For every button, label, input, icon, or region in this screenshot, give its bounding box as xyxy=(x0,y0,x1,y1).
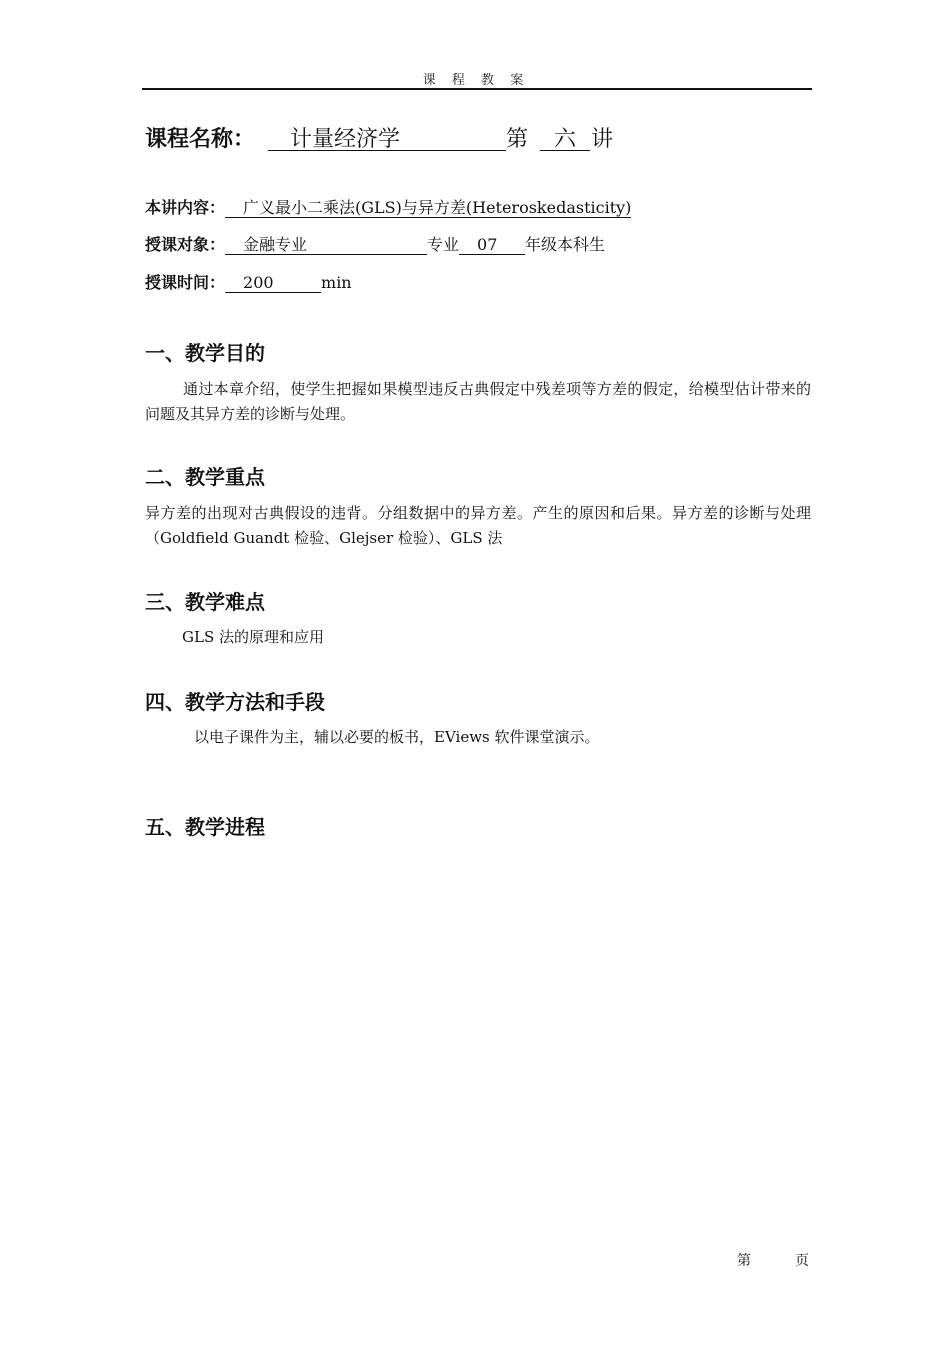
time-unit: min xyxy=(321,273,352,292)
audience-major: 金融专业 xyxy=(225,236,427,255)
section-heading: 二、教学重点 xyxy=(145,465,265,489)
course-name-value: 计量经济学 xyxy=(290,127,401,152)
course-name-label: 课程名称： xyxy=(145,127,256,152)
audience-label: 授课对象： xyxy=(145,235,226,254)
section-heading: 四、教学方法和手段 xyxy=(145,690,325,714)
lecture-suffix: 讲 xyxy=(591,127,614,152)
section-body: 异方差的出现对古典假设的违背。分组数据中的异方差。产生的原因和后果。异方差的诊断与处理（Goldfield Guandt 检验、Glejser 检验）、GLS 法 xyxy=(145,504,811,547)
time-label: 授课时间： xyxy=(145,273,226,292)
header-divider xyxy=(142,88,812,90)
section-body: 以电子课件为主，辅以必要的板书，EViews 软件课堂演示。 xyxy=(194,728,600,746)
lecture-prefix: 第 xyxy=(506,127,529,152)
lecture-number: 六 xyxy=(554,127,577,152)
audience-year: 07 xyxy=(459,236,525,255)
section-body: 通过本章介绍，使学生把握如果模型违反古典假定中残差项等方差的假定，给模型估计带来的问题及其异方差的诊断与处理。 xyxy=(145,380,811,423)
audience-suffix: 年级本科生 xyxy=(525,235,606,254)
section-heading: 五、教学进程 xyxy=(145,815,265,839)
page-header-title: 课 程 教 案 xyxy=(422,73,530,88)
page-number-suffix: 页 xyxy=(795,1253,809,1269)
page-number-prefix: 第 xyxy=(737,1253,751,1269)
content-value: 广义最小二乘法(GLS)与异方差(Heteroskedasticity) xyxy=(225,199,631,218)
audience-major-word: 专业 xyxy=(427,235,460,254)
content-label: 本讲内容： xyxy=(145,198,226,217)
section-heading: 三、教学难点 xyxy=(145,590,265,614)
time-value: 200 xyxy=(225,274,321,293)
section-body: GLS 法的原理和应用 xyxy=(182,628,324,646)
section-heading: 一、教学目的 xyxy=(145,341,265,365)
